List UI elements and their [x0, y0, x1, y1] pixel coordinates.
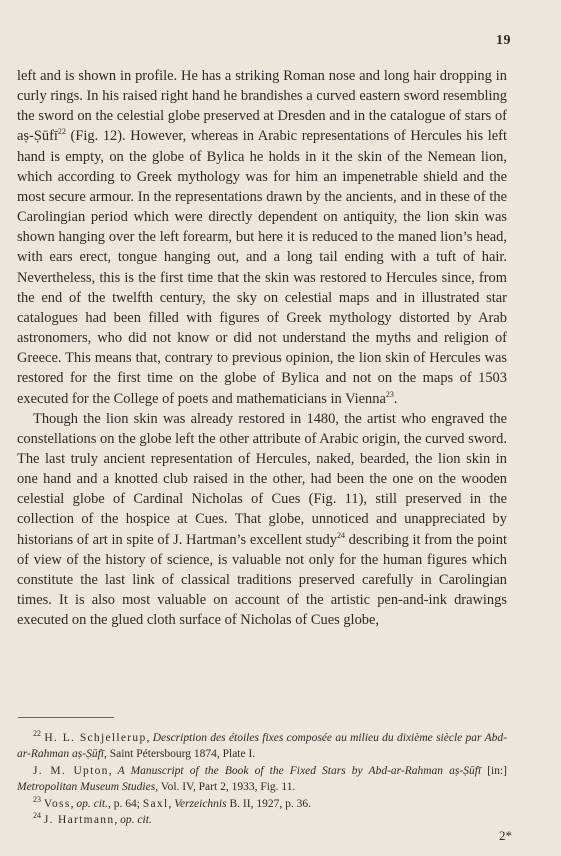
signature-mark: 2*	[499, 828, 512, 843]
text-run: , Saint Pétersbourg 1874, Plate I.	[103, 748, 256, 761]
paragraph	[17, 409, 507, 631]
footnote-22-continued	[17, 763, 507, 796]
author-name: Saxl	[142, 797, 169, 810]
footnote-ref: 22	[57, 127, 66, 137]
author-name: H. L. Schjellerup	[44, 732, 147, 744]
italic-title: Metropolitan Museum Studies	[17, 781, 156, 794]
footnote-ref: 24	[33, 811, 41, 821]
text-run: ,	[70, 797, 77, 810]
italic-title: op. cit.	[76, 797, 108, 810]
text-run: Though the lion skin was already restored in 1480, the artist who engraved the constellations on the globe left the other attribute of Arabic origin, the curved sword. The last truly ancient representation of Hercules, naked, bearded, the lion skin in one hand and a knotted club raised in the other, had been the one on the wooden celestial globe of Cardinal Nicholas of Cues (Fig. 11), still preserved in the collection of the hospice at Cues. That globe, unnoticed and unappreciated by historians of art in spite of J. Hartman’s excellent study	[17, 410, 507, 548]
text-run: ,	[146, 732, 153, 744]
footnote-ref: 22	[33, 729, 41, 739]
text-run: ,	[168, 797, 175, 810]
author-name: Voss	[43, 797, 71, 810]
author-name: J. Hartmann	[43, 814, 115, 827]
footnote-ref: 23	[33, 794, 41, 804]
text-run: , Vol. IV, Part 2, 1933, Fig. 11.	[155, 781, 296, 794]
footnote-ref: 24	[336, 530, 345, 540]
text-run: ,	[108, 764, 118, 777]
paragraph	[17, 66, 507, 409]
author-name: J. M. Upton	[33, 764, 109, 777]
italic-title: Description des étoiles fixes composée au milieu du dixième siècle par Abd-ar-Rahman aṣ-Ṣūfī	[17, 732, 507, 761]
footnotes	[17, 730, 507, 828]
text-run: B. II, 1927, p. 36.	[226, 797, 311, 810]
text-run: left and is shown in profile. He has a striking Roman nose and long hair dropping in curly rings. In his raised right hand he brandishes a curved eastern sword resembling the sword on the celestial globe preserved at Dresden and in the catalogue of stars of aṣ-Ṣūfī	[17, 68, 507, 145]
footnote-ref: 23	[385, 389, 394, 399]
footnote-22	[17, 730, 507, 763]
footnote-23	[17, 796, 507, 812]
footnote-24	[17, 812, 507, 828]
italic-title: op. cit.	[120, 814, 152, 827]
text-run: describing it from the point of view of the history of science, is valuable not only for the human figures which constitute the last link of classical traditions preserved carefully in Carolingian times. It is also most valuable on account of the artistic pen-and-ink drawings executed on the glued cloth surface of Nicholas of Cues globe,	[17, 531, 507, 629]
italic-title: A Manuscript of the Book of the Fixed Stars by Abd-ar-Rahman aṣ-Ṣūfī	[117, 764, 482, 777]
text-run: (Fig. 12). However, whereas in Arabic representations of Hercules his left hand is empty, on the globe of Bylica he holds in it the skin of the Nemean lion, which according to Greek mythology was for him an impenetrable shield and the most secure armour. In the representations drawn by the ancients, and in these of the Carolingian period which were directly dependent on antiquity, the lion skin was shown hanging over the left forearm, but here it is reduced to the maned lion’s head, with ears erect, tongue hanging out, and a long tail ending with a tuft of hair. Nevertheless, this is the first time that the skin was restored to Hercules since, from the end of the twelfth century, the sky on celestial maps and in illustrated star catalogues had been filled with figures of Greek mythology distorted by Arab astronomers, who did not know or did not understand the myths and religion of Greece. This means that, contrary to previous opinion, the lion skin of Hercules was restored for the first time on the globe of Bylica and not on the maps of 1503 executed for the College of poets and mathematicians in Vienna	[17, 128, 507, 407]
text-run: [in:]	[481, 764, 507, 777]
footnote-rule	[18, 717, 114, 718]
text-run: .	[393, 390, 398, 407]
page-number: 19	[496, 33, 511, 48]
text-run: ,	[114, 814, 121, 827]
text-run: , p. 64;	[107, 797, 143, 810]
body-text	[17, 66, 507, 630]
italic-title: Verzeichnis	[174, 797, 227, 810]
